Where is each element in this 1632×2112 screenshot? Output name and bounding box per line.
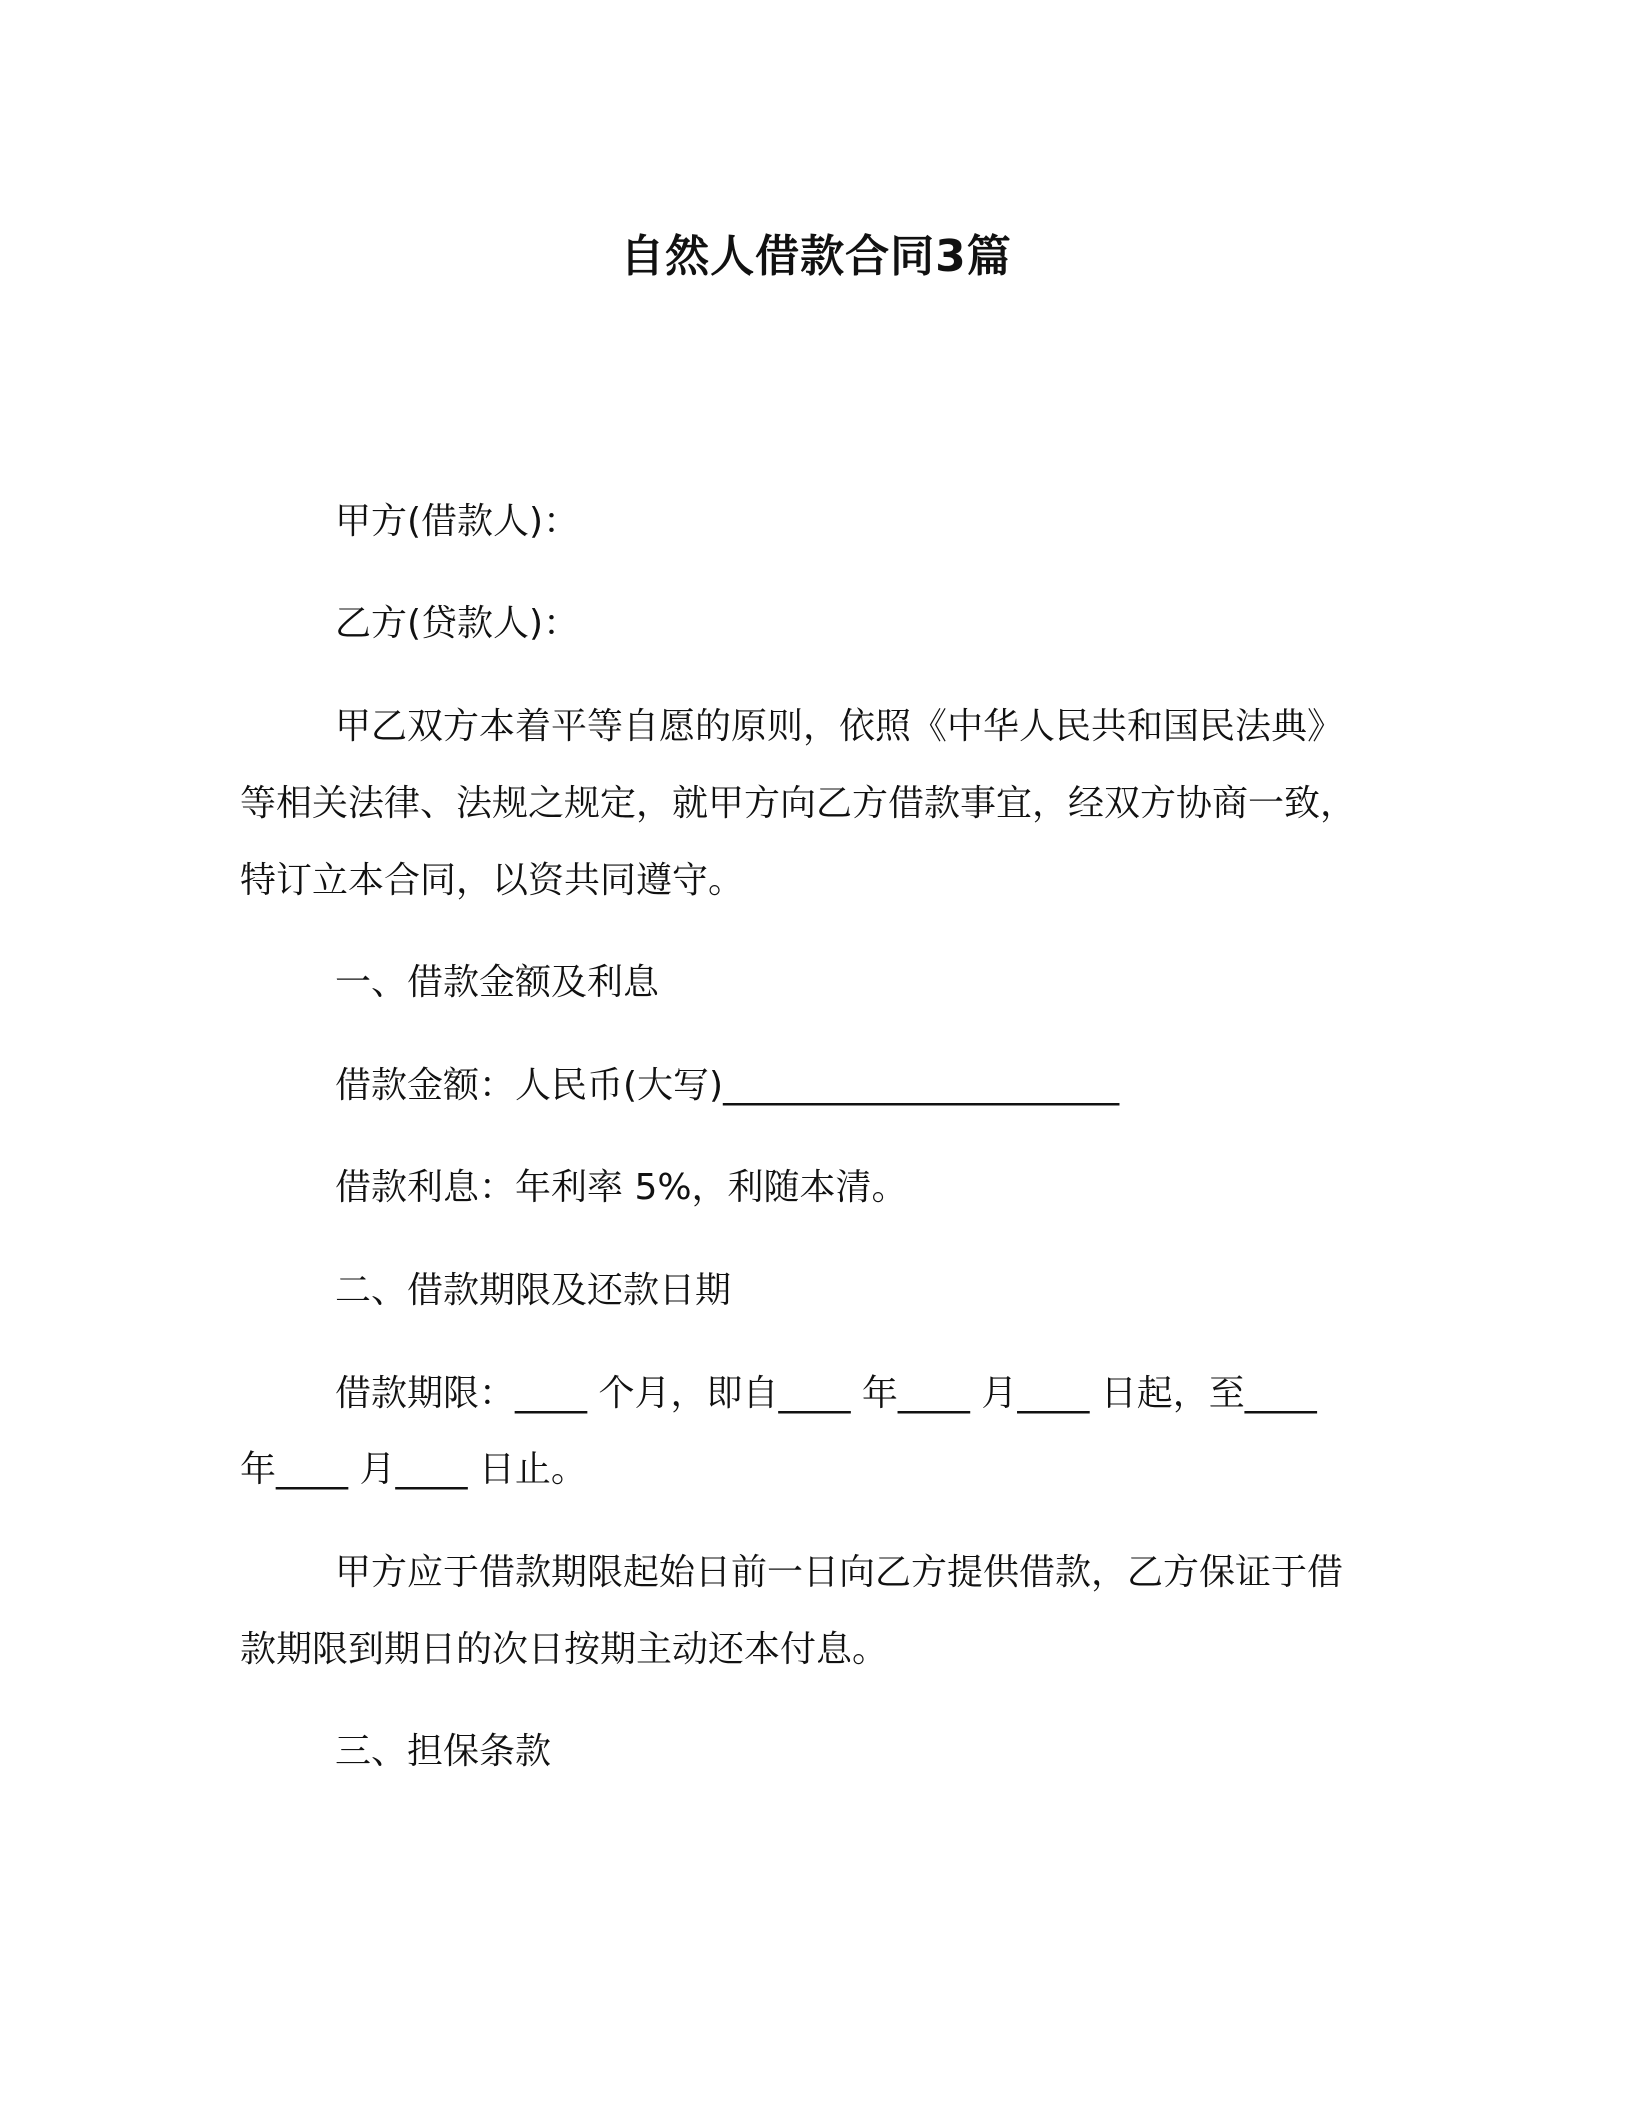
preamble-line-1: 甲乙双方本着平等自愿的原则，依照《中华人民共和国民法典》: [335, 706, 1344, 747]
loan-interest-line: 借款利息：年利率 5%，利随本清。: [335, 1167, 908, 1208]
repayment-line-1: 甲方应于借款期限起始日前一日向乙方提供借款，乙方保证于借: [335, 1552, 1344, 1593]
preamble-line-2: 等相关法律、法规之规定，就甲方向乙方借款事宜，经双方协商一致，: [240, 783, 1357, 824]
party-a-line: 甲方(借款人)：: [335, 501, 580, 542]
section-3-heading: 三、担保条款: [335, 1731, 552, 1772]
loan-term-line-2: 年____ 月____ 日止。: [240, 1449, 587, 1490]
document-title: 自然人借款合同3篇: [620, 231, 1012, 282]
party-b-line: 乙方(贷款人)：: [335, 603, 580, 644]
section-2-heading: 二、借款期限及还款日期: [335, 1270, 732, 1311]
section-1-heading: 一、借款金额及利息: [335, 962, 660, 1003]
preamble-line-3: 特订立本合同，以资共同遵守。: [240, 860, 745, 901]
loan-amount-line: 借款金额：人民币(大写)______________________: [335, 1065, 1120, 1106]
loan-term-line-1: 借款期限：____ 个月，即自____ 年____ 月____ 日起，至____: [335, 1373, 1317, 1414]
repayment-line-2: 款期限到期日的次日按期主动还本付息。: [240, 1629, 889, 1670]
